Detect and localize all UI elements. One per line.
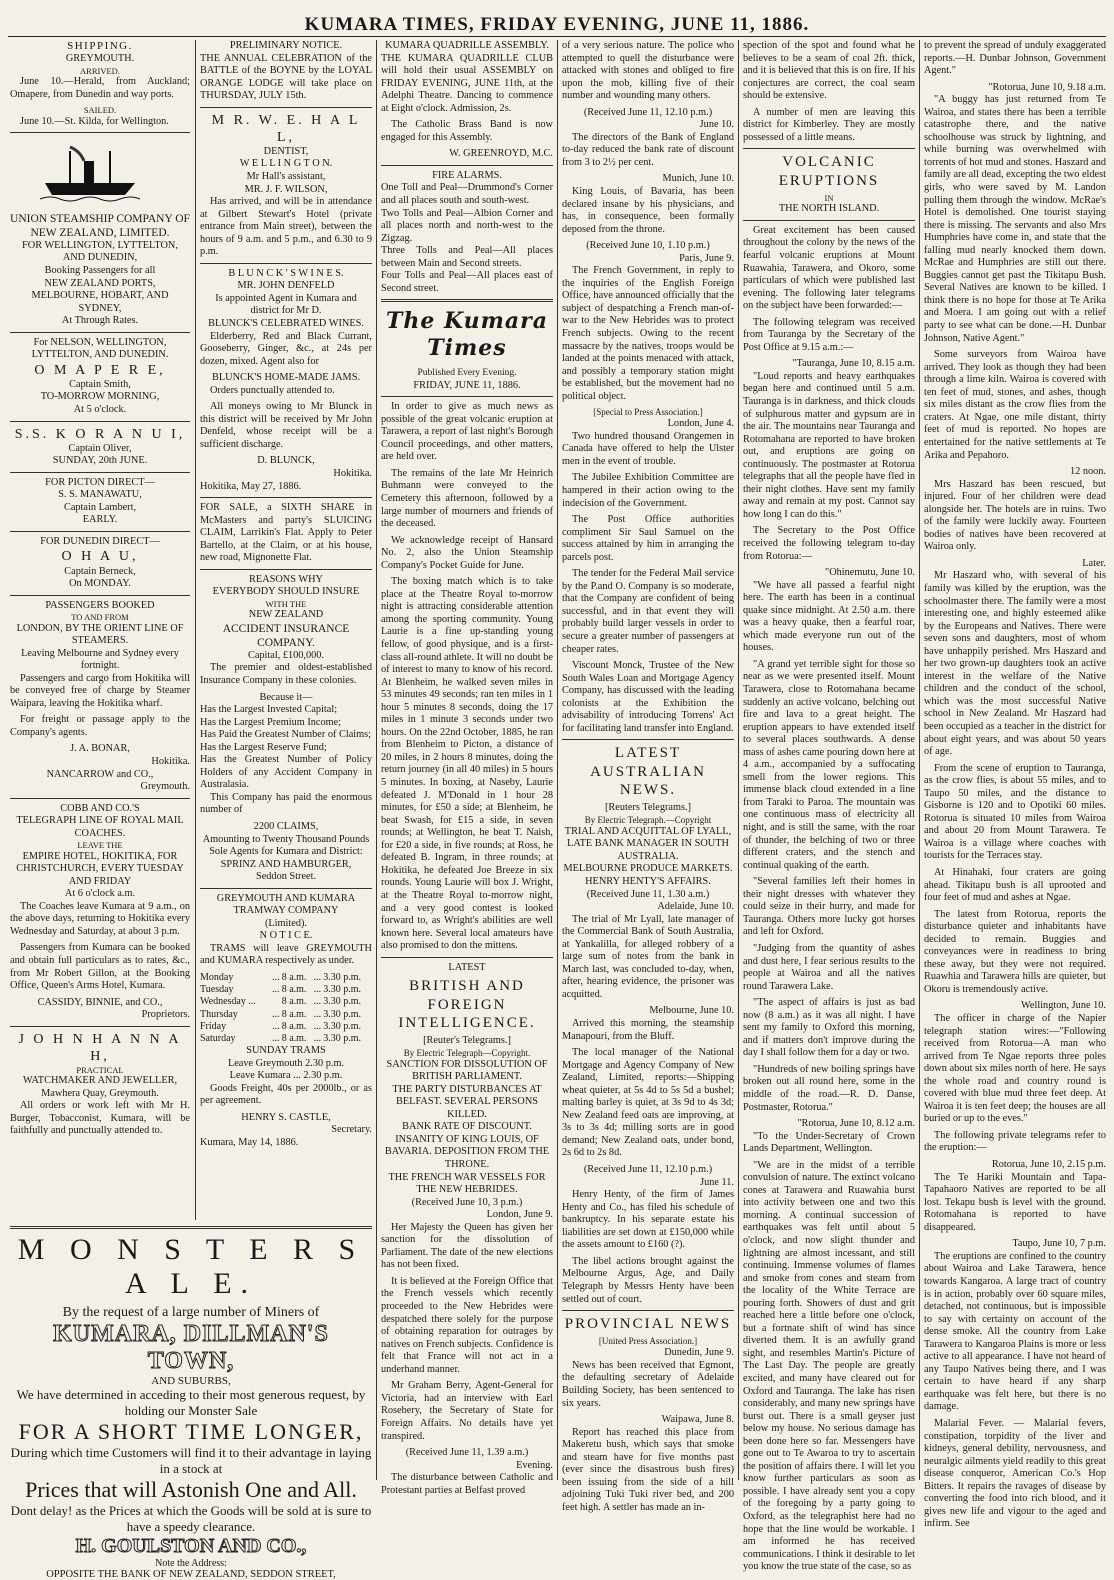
sprinz-hamburger: SPRINZ AND HAMBURGER, (220, 858, 352, 870)
c6-text-5: Mr Haszard who, with several of his family was killed by the eruption, was the schoolmaster there. The family were a most interesting one, and highly esteemed alike by the Europeans and Natives. There were seven sons and daughters, most of whom have unhappily perished. Mrs Haszard and her two grown-up daughters took an active interest in the welfare of the Native children and the conduct of the school, which was the most successful Native school in New Zealand. Mr Haszard had been occupied as a teacher in the district for about eight years, and was about 50 years of age. (924, 570, 1106, 758)
c6-text-1: to prevent the spread of unduly exaggerated reports.—H. Dunbar Johnson, Government Agent." (924, 40, 1106, 77)
fire-alarm-2: Two Tolls and Peal—Albion Corner and all places north and north-west to the Zigzag. (381, 207, 553, 244)
timetable-cell (272, 996, 282, 1008)
c5-text-1: spection of the spot and found what he believes to be a seam of coal 2ft. thick, and it is believed that this is on fire. If his conjectures are correct, the coal seam should be extensive. (743, 40, 915, 102)
c6-text-12: The eruptions are confined to the country about Wairoa and Lake Tarawera, hence towards Kangaroa. A large tract of country is in action, probably over 60 square miles, detached, not continuous, but is impossible to say with certainty on account of the dense smoke. All the country from Lake Tarawera to Kangaroa Plains is more or less active to all appearance. I have not heard of any Taupo Natives being there, and I was certain to have heard if any sharp earthquake was felt here, but there is no damage. (924, 1250, 1106, 1413)
c6-text-11: The Te Hariki Mountain and Tapa-Tapahaoro Natives are reported to be all lost. Tekapu bush is level with the ground. Rotomahana is reported to have disappeared. (924, 1171, 1106, 1233)
passengers-booked: PASSENGERS BOOKED (45, 599, 155, 611)
timetable-cell: 3.30 p.m. (323, 996, 362, 1008)
captain-smith: Captain Smith, (69, 378, 131, 390)
leave-the: LEAVE THE (77, 840, 123, 851)
london-orient-line: LONDON, BY THE ORIENT LINE OF STEAMERS. (16, 622, 184, 647)
orders-text: All orders or work left with Mr H. Burger, Tobacconist, Kumara, will be faithfully and punctually attended to. (10, 1100, 190, 1137)
timetable-cell: 8 a.m. (281, 1032, 307, 1044)
captain-berneck: Captain Berneck, (64, 565, 136, 577)
watchmaker: WATCHMAKER AND JEWELLER, (22, 1075, 178, 1087)
column-rule (919, 40, 920, 1480)
timetable-cell: 8 a.m. (281, 1008, 307, 1020)
claims-count: 2200 CLAIMS, (253, 820, 319, 832)
c6-text-6: From the scene of eruption to Tauranga, as the crow flies, is about 55 miles, and to Taupo 50 miles, and the distance to Gisborne is 120 and to Opotiki 60 miles. Rotorua is situated 10 miles from Wairoa and about 20 from Mount Tarawera. Te Wairoa is a village where coaches with tourists for the Terraces stay. (924, 762, 1106, 862)
timetable-cell: ... (313, 1020, 322, 1032)
shipping-heading: SHIPPING. (67, 40, 133, 52)
monster-request: By the request of a large number of Miners of (62, 1305, 320, 1320)
captain-oliver: Captain Oliver, (68, 442, 132, 454)
freight-text: For freight or passage apply to the Company's agents. (10, 714, 190, 738)
divider (10, 132, 190, 133)
divider (200, 107, 372, 108)
sunday-greymouth: Leave Greymouth 2.30 p.m. (227, 1057, 345, 1069)
c6-text-2: "A buggy has just returned from Te Wairoa, and states there has been a terrible catastrophe there, and the native schoolhouse was struck by lightning, and while burning was overwhelmed with torrents of hot mud and stones. Haszard and family are all dead, excepting the two eldest girls, who were saved by M. Landon pulling them through the window. McRae's Hotel is demolished. One tourist staying there is missing. The servants and also Mrs Humphries have come in, and state that the falling mud nearly knocked them down. McRae and Humphries are still out there. Buggies cannot get past the Tikitapu Bush. Several Natives are known to be killed. I think there is no hope for those at Te Arika and Moera. I am going out with a relief party to see what can be done.—H. Dunbar Johnson, Native Agent." (924, 94, 1106, 344)
kumara-date: Kumara, May 14, 1886. (200, 1136, 299, 1148)
monster-note: Note the Address: (155, 1558, 227, 1569)
dateline-rotorua: "Rotorua, June 10, 9.18 a.m. (988, 81, 1106, 93)
timetable-cell: 8 a.m. (281, 1020, 307, 1032)
timetable-cell: ... (272, 984, 280, 996)
timetable-row (200, 972, 372, 984)
c5-text-12: "Hundreds of new boiling springs have broken out all round here, some in the middle of the road.—R. D. Danse, Postmaster, Rotorua." (743, 1063, 915, 1113)
agent-bonar: J. A. BONAR, (70, 743, 130, 755)
c4-text-6: The Jubilee Exhibition Committee are hampered in their action owing to the indecision of the Government. (562, 472, 734, 509)
fire-alarms-heading: FIRE ALARMS. (432, 169, 502, 181)
seddon-street: Seddon Street. (255, 871, 317, 883)
timetable-cell: ... (272, 1020, 280, 1032)
because-it: Because it— (259, 691, 313, 703)
c4-text-7: The Post Office authorities compliment Sir Saul Samuel on the success attained by him in arranging the parcels post. (562, 514, 734, 563)
copyright-label: By Electric Telegraph.—Copyright (584, 814, 712, 825)
dateline-dunedin: Dunedin, June 9. (664, 1347, 734, 1359)
dentist-label: DENTIST, (263, 145, 309, 157)
timetable-cell: 8 a.m. (281, 972, 307, 983)
reason-4: Has the Largest Reserve Fund; (200, 741, 327, 753)
dateline-june10: June 10. (699, 119, 734, 131)
notice-heading: N O T I C E. (259, 930, 313, 942)
timetable-row (200, 996, 372, 1008)
masthead-rule (8, 36, 1106, 37)
ohau-ship: O H A U, (61, 549, 139, 565)
divider (10, 531, 190, 532)
leaving-melbourne: Leaving Melbourne and Sydney every fortnight. (21, 647, 179, 672)
dunedin-direct: FOR DUNEDIN DIRECT— (40, 535, 160, 547)
timetable-cell: ... (272, 1032, 280, 1044)
union-steamship-heading: UNION STEAMSHIP COMPANY OF NEW ZEALAND, LIMITED. (10, 212, 190, 239)
timetable-cell: 3.30 p.m. (323, 1008, 362, 1020)
headline-lyall: TRIAL AND ACQUITTAL OF LYALL, LATE BANK MANAGER IN SOUTH AUSTRALIA. (564, 825, 732, 862)
booked-text: Passengers from Kumara can be booked and obtain full particulars as to rates, &c., from Mr Robert Gillon, at the Booking Office, Queen's Arms Hotel, Kumara. (10, 942, 190, 992)
dateline-adelaide: Adelaide, June 10. (657, 901, 734, 913)
dateline-tauranga: "Tauranga, June 10, 8.15 a.m. (792, 358, 915, 370)
fire-alarm-4: Four Tolls and Peal—All places east of Second street. (381, 270, 553, 294)
divider (381, 957, 553, 958)
editorial-4: The boxing match which is to take place at the Theatre Royal to-morrow night is attracting considerable attention among the sporting community. Young Laurie is a fine up-standing young fellow, of good physique, and is a first-class all-round athlete. It will no doubt be of interest to many to know of his record. At Blenheim, he walked seven miles in 53 minutes 49 seconds; ran ten miles in 1 hour 5 minutes 8 seconds, doing the 17 miles in 1 minute 3 seconds under two hours. On the 22nd October, 1885, he ran from Blenheim to Picton, a distance of 20 miles, in 2 hours 8 minutes, doing the return journey (in all 40 miles) in 5 hours 5 minutes. In boxing, at Naseby, Laurie defeated J. M'Donald in 1 hour 28 minutes, for £50 a side; at Blenheim, he beat Swash, for £15 a side, in seven rounds; at Wellington, he beat T. Naish, for £20 a side, in five rounds; at Ross, he defeated B. Ingram, in three rounds; at Hokitika, he defeated Joe Breeze in six rounds. Young Laurie will box J. Wright, at the Theatre Royal to-morrow night, and a very good contest is looked forward to, as Wright's abilities are well known here. Several local amateurs have also promised to don the mittens. (381, 576, 553, 952)
limited-label: (Limited). (264, 917, 308, 929)
empire-hotel: EMPIRE HOTEL, HOKITIKA, FOR CHRISTCHURCH, EVERY TUESDAY AND FRIDAY (16, 850, 184, 887)
timetable-cell: Tuesday (200, 984, 234, 996)
cassidy-binnie: CASSIDY, BINNIE, and CO., (37, 996, 163, 1008)
c4-text-5: Two hundred thousand Orangemen in Canada have offered to help the Ulster men in the event of trouble. (562, 430, 734, 467)
news-1: Her Majesty the Queen has given her sanction for the dissolution of Parliament. The date of the new elections has not been fixed. (381, 1221, 553, 1271)
north-island: THE NORTH ISLAND. (778, 203, 880, 215)
sunday-kumara: Leave Kumara ... 2.30 p.m. (229, 1070, 343, 1082)
for-sale-text: FOR SALE, a SIXTH SHARE in McMasters and party's SLUICING CLAIM, Larrikin's Flat. Apply to Peter Bartello, at the Claim, or at his house, new road, Mignonette Flat. (200, 502, 372, 564)
c6-text-9: The officer in charge of the Napier telegraph station wires:—"Following received from Rotorua—A man who arrived from Te Ngae reports three poles down about six miles north of here. He says the whole road and country round is covered with blue mud three feet deep. At Wairoa it is ten feet deep; the houses are all buried or up to the eves." (924, 1013, 1106, 1125)
c4-text-15: News has been received that Egmont, the defaulting secretary of Adelaide Building Society, has been sentenced to six years. (562, 1359, 734, 1409)
timetable-cell: 3.30 p.m. (323, 972, 362, 983)
dateline-rotorua-2: Rotorua, June 10, 2.15 p.m. (991, 1159, 1106, 1171)
practical-label: PRACTICAL (76, 1064, 124, 1075)
headline-dissolution: SANCTION FOR DISSOLUTION OF BRITISH PARLIAMENT. (386, 1058, 548, 1083)
headline-henty: HENRY HENTY'S AFFAIRS. (585, 876, 711, 887)
copyright-label: By Electric Telegraph—Copyright. (403, 1047, 531, 1058)
d-blunck: D. BLUNCK, (257, 455, 315, 467)
henry-castle: HENRY S. CASTLE, (241, 1111, 331, 1123)
paid-text: This Company has paid the enormous number of (200, 791, 372, 816)
amounting-text: Amounting to Twenty Thousand Pounds (202, 833, 370, 845)
monster-sale-ad (10, 1222, 372, 1580)
c6-text-4: Mrs Haszard has been rescued, but injured. Four of her children were dead alongside her. The hotels are in ruins. Two of the family were luckily away. Fourteen bodies of natives have been recovered at Wairoa only. (924, 478, 1106, 553)
to-and-from: TO AND FROM (71, 612, 129, 623)
timetable-cell: Monday (200, 972, 234, 983)
moneys-text: All moneys owing to Mr Blunck in this district will be received by Mr John Denfeld, whose receipt will be a sufficient discharge. (200, 401, 372, 450)
timetable-cell: ... (272, 972, 280, 983)
for-nelson: For NELSON, WELLINGTON, LYTTELTON, AND DUNEDIN. (31, 336, 169, 361)
c5-text-7: "We have all passed a fearful night here. The earth has been in a continual quake since midnight. At 2.50 a.m. there was a heavy quake, then a fearful roar, which made everyone run out of the houses. (743, 579, 915, 654)
band-text: The Catholic Brass Band is now engaged for this Assembly. (381, 119, 553, 143)
page-masthead: KUMARA TIMES, FRIDAY EVENING, JUNE 11, 1886. (304, 14, 810, 35)
monster-dont-delay: Dont delay! as the Prices at which the Goods will be sold at is sure to have a speedy clearance. (10, 1503, 372, 1534)
monster-suburbs: AND SUBURBS, (151, 1375, 231, 1387)
reuters-label: [Reuter's Telegrams.] (423, 1035, 511, 1047)
monster-towns: KUMARA, DILLMAN'S TOWN, (53, 1321, 329, 1374)
published-every-evening: Published Every Evening. (417, 368, 517, 379)
celebrated-wines: BLUNCK'S CELEBRATED WINES. (208, 318, 364, 329)
fire-alarm-1: One Toll and Peal—Drummond's Corner and all places south and south-west. (381, 182, 553, 207)
at-six: At 6 o'clock a.m. (64, 888, 136, 900)
trams-text: TRAMS will leave GREYMOUTH and KUMARA respectively as under. (200, 942, 372, 967)
headline-belfast: THE PARTY DISTURBANCES AT BELFAST. SEVERAL PERSONS KILLED. (392, 1083, 542, 1120)
at-five: At 5 o'clock. (73, 403, 127, 415)
elderberry-text: Elderberry, Red and Black Currant, Gooseberry, Ginger, &c., at 24s per dozen, mixed. Agent also for (200, 330, 372, 367)
divider (200, 263, 372, 264)
c4-text-8: The tender for the Federal Mail service by the P.and O. Company is so moderate, that the Company are confident of being successful, and in that event they will probably build larger vessels in order to secure a greater number of passengers at cheaper rates. (562, 568, 734, 655)
special-press: [Special to Press Association.] (593, 407, 703, 418)
reason-3: Has Paid the Greatest Number of Claims; (200, 729, 372, 741)
cargo-text: Passengers and cargo from Hokitika will be conveyed free of charge by Steamer Waipara, leaving the Hokitika wharf. (10, 672, 190, 709)
arrived-label: ARRIVED. (80, 65, 120, 76)
new-zealand: NEW ZEALAND (248, 609, 324, 621)
dateline-taupo: Taupo, June 10, 7 p.m. (1012, 1238, 1106, 1250)
newspaper-nameplate: The Kumara Times (385, 308, 549, 362)
divider (562, 739, 734, 740)
editorial-1: In order to give as much news as possible of the great volcanic eruption at Tarawera, a report of last night's Borough Council proceedings, and other matters, are held over. (381, 401, 553, 463)
divider (743, 148, 915, 149)
c4-text-11: Arrived this morning, the steamship Manapouri, from the Bluff. (562, 1018, 734, 1042)
united-press: [United Press Association.] (598, 1336, 698, 1347)
dateline-munich: Munich, June 10. (662, 173, 734, 185)
agent-nancarrow: NANCARROW and CO., (46, 768, 154, 780)
everybody-insure: EVERYBODY SHOULD INSURE (212, 586, 360, 598)
bluncks-wines: B L U N C K ' S W I N E S. (228, 267, 344, 279)
sailed-label: SAILED. (83, 105, 117, 116)
assistant-label: Mr Hall's assistant, (246, 170, 326, 182)
for-wellington: FOR WELLINGTON, LYTTELTON, AND DUNEDIN, (22, 239, 178, 264)
c4-text-12: The local manager of the National Mortgage and Agency Company of New Zealand, Limited, reports:—Shipping wheat quieter, at 5s 4d to 5s 5d a bushel; malting barley is quiet, at 3s 9d to 4s 3d; New Zealand feed oats are improving, at 3s to 3s 4d; milling sorts are in good demand; New Zealand oats, under bond, 2s 6d to 2s 8d. (562, 1047, 734, 1159)
provincial-news-heading: PROVINCIAL NEWS (564, 1316, 732, 1333)
received-1: (Received June 11, 12.10 p.m.) (583, 106, 713, 118)
headline-melbourne: MELBOURNE PRODUCE MARKETS. (563, 863, 733, 875)
editorial-2: The remains of the late Mr Heinrich Buhmann were conveyed to the Cemetery this afternoon, followed by a large number of mourners and friends of the deceased. (381, 467, 553, 530)
john-hannah: J O H N H A N N A H, (18, 1031, 182, 1064)
john-denfeld: MR. JOHN DENFELD (237, 280, 335, 292)
dateline-ohinemutu: "Ohinemutu, June 10. (824, 567, 915, 579)
london-dateline: London, June 9. (486, 1209, 553, 1221)
divider (562, 1310, 734, 1311)
divider (10, 1226, 372, 1229)
malarial-fever-ad: Malarial Fever. — Malarial fevers, constipation, torpidity of the liver and kidneys, general debility, nervousness, and neuralgic ailments yield readily to this great disease conqueror, American Co.'s Hop Bitters. It repairs the ravages of disease by converting the food into rich blood, and it gives new life and vigour to the aged and infirm. See (924, 1417, 1106, 1530)
issue-date: FRIDAY, JUNE 11, 1886. (413, 379, 521, 391)
column-rule (557, 40, 558, 1480)
reuters-label: [Reuters Telegrams.] (604, 802, 691, 814)
manawatu-ship: S. S. MANAWATU, (58, 489, 142, 501)
timetable-cell: ... (313, 1008, 322, 1020)
dateline-waipawa: Waipawa, June 8. (661, 1414, 734, 1426)
c4-text-16: Report has reached this place from Makeretu bush, which says that smoke and steam have for five months past (ever since the disastrous bush fires) been issuing from the side of a hill adjoining Tuki Tuki river bed, and 200 feet high. A settler has made an in- (562, 1426, 734, 1513)
received-2: (Received June 10, 1.10 p.m.) (586, 240, 710, 252)
koranui-ship: S.S. K O R A N U I, (14, 426, 186, 442)
timetable-cell: 8 a.m. (281, 996, 307, 1008)
in-label: IN (824, 192, 834, 203)
c5-text-10: "Judging from the quantity of ashes and dust here, I fear serious results to the people at Wairoa and all the natives round Tarawera Lake. (743, 942, 915, 992)
column-4 (562, 40, 734, 1513)
coaches-text: The Coaches leave Kumara at 9 a.m., on the above days, returning to Hokitika every Wednesday and Saturday, at about 3 p.m. (10, 900, 190, 937)
timetable-cell: Wednesday ... (200, 996, 256, 1008)
monster-short-time: FOR A SHORT TIME LONGER, (18, 1419, 364, 1444)
timetable-row (200, 1021, 372, 1033)
reason-2: Has the Largest Premium Income; (200, 716, 342, 728)
c4-text-3: King Louis, of Bavaria, has been declared insane by his physicians, and has, in consequence, been formally deposed from the throne. (562, 186, 734, 235)
divider (10, 472, 190, 473)
c5-text-11: "The aspect of affairs is just as bad now (8 a.m.) as it was all night. I have sent my family to Oxford this morning, and if matters don't improve during the day I shall follow them for a day or two. (743, 997, 915, 1059)
column-rule (376, 40, 377, 1480)
c5-text-9: "Several families left their homes in their night dresses with whatever they could seize in their hurry, and made for Tauranga. Others more lucky got horses and left for Oxford. (743, 876, 915, 938)
column-1 (10, 40, 190, 1215)
fire-alarm-3: Three Tolls and Peal—All places between Main and Second streets. (381, 245, 553, 269)
dateline-rotorua: "Rotorua, June 10, 8.12 a.m. (797, 1118, 915, 1130)
timetable-cell: Thursday (200, 1008, 238, 1020)
timetable-cell: Friday (200, 1020, 227, 1032)
news-4: The disturbance between Catholic and Protestant parties at Belfast proved (381, 1472, 553, 1496)
news-2: It is believed at the Foreign Office that the French vessels which recently proceeded to the New Hebrides were despatched there solely for the purpose of obtaining reparation for outrages by natives on French subjects. Confidence is felt that France will not act in a underhand manner. (381, 1275, 553, 1375)
monster-sale-title: M O N S T E R S A L E. (17, 1233, 365, 1300)
hokitika-place: Hokitika. (333, 468, 372, 480)
divider (381, 396, 553, 397)
c5-text-4: The following telegram was received from Tauranga by the Secretary of the Post Office at 9.15 a.m.:— (743, 316, 915, 353)
received-4: (Received June 11, 12.10 p.m.) (583, 1164, 713, 1176)
arrived-text: June 10.—Herald, from Auckland; Omapere, from Dunedin and way ports. (10, 76, 190, 100)
goods-freight: Goods Freight, 40s per 2000lb., or as per agreement. (200, 1082, 372, 1107)
c5-text-6: The Secretary to the Post Office received the following telegram to-day from Rotorua:— (743, 525, 915, 562)
greenroyd: W. GREENROYD, M.C. (449, 148, 553, 160)
orders-punctually: Orders punctually attended to. (210, 384, 335, 396)
divider (10, 1026, 190, 1027)
divider (10, 421, 190, 422)
c6-text-8: The latest from Rotorua, reports the disturbance quieter and inhabitants have decided to remain. Buggies and conveyances were in readiness to bring these away, but they were not required. Ruawhia and Tarawera hills are quieter, but Okoru is tremendously active. (924, 908, 1106, 995)
dateline-june11: June 11. (700, 1176, 734, 1188)
annual-celebration: THE ANNUAL CELEBRATION of the BATTLE of the BOYNE by the LOYAL ORANGE LODGE will take place on THURSDAY, JULY 15th. (200, 52, 372, 102)
with-the: WITH THE (265, 598, 307, 609)
mr-wilson: MR. J. F. WILSON, (244, 183, 328, 195)
timetable-row (200, 1009, 372, 1021)
c4-text-10: The trial of Mr Lyall, late manager of the Commercial Bank of South Australia, at Yankalilla, for alleged robbery of a large sum of notes from the bank in March last, was concluded to-day, when, after, hearing evidence, the prisoner was acquitted. (562, 913, 734, 1000)
british-foreign-heading: BRITISH AND FOREIGN INTELLIGENCE. (398, 978, 536, 1031)
divider (381, 299, 553, 302)
timetable-cell: 3.30 p.m. (323, 984, 362, 996)
dateline-melbourne: Melbourne, June 10. (649, 1005, 734, 1017)
tomorrow-morning: TO-MORROW MORNING, (40, 391, 160, 403)
timetable-cell: ... (313, 984, 322, 996)
latest-label: LATEST (448, 961, 486, 973)
c4-text-2: The directors of the Bank of England to-day reduced the bank rate of discount from 3 to 2½ per cent. (562, 131, 734, 168)
monster-prices: Prices that will Astonish One and All. (25, 1477, 357, 1502)
column-3 (381, 40, 553, 1496)
divider (200, 888, 372, 889)
column-rule (738, 40, 739, 1480)
headline-bank-rate: BANK RATE OF DISCOUNT. (402, 1121, 532, 1133)
blunck-date: Hokitika, May 27, 1886. (200, 480, 302, 492)
mawhera-quay: Mawhera Quay, Greymouth. (41, 1087, 159, 1099)
home-made-jams: BLUNCK'S HOME-MADE JAMS. (211, 372, 361, 384)
tram-timetable (200, 972, 372, 1045)
greymouth-heading: GREYMOUTH. (65, 53, 135, 65)
on-monday: On MONDAY. (69, 578, 131, 590)
secretary-label: Secretary. (331, 1124, 372, 1136)
telegraph-line: TELEGRAPH LINE OF ROYAL MAIL COACHES. (16, 815, 184, 839)
headline-king-louis: INSANITY OF KING LOUIS, OF BAVARIA. DEPOSITION FROM THE THRONE. (384, 1133, 550, 1171)
mr-hall: M R. W. E. H A L L, (211, 112, 361, 145)
booking-label: Booking Passengers for all (44, 264, 156, 276)
omapere-ship: O M A P E R E, (34, 362, 166, 378)
divider (10, 332, 190, 333)
early-label: EARLY. (82, 514, 118, 526)
dateline-london: London, June 4. (667, 418, 734, 430)
c4-text-1: of a very serious nature. The police who attempted to quell the disturbance were attacked with stones and obliged to fire upon the mob, killing five of their number and wounding many others. (562, 40, 734, 102)
capital: Capital, £100,000. (247, 649, 325, 661)
steamship-icon (40, 143, 140, 203)
timetable-row (200, 984, 372, 996)
volcanic-eruptions-heading: VOLCANIC ERUPTIONS (778, 154, 880, 189)
divider (381, 165, 553, 166)
cobb-heading: COBB AND CO.'S (60, 802, 140, 814)
received-note: (Received June 10, 3 p.m.) (411, 1196, 523, 1208)
reason-1: Has the Largest Invested Capital; (200, 704, 338, 716)
dateline-wellington: Wellington, June 10. (1021, 1000, 1106, 1012)
column-5 (743, 40, 915, 1573)
c6-text-10: The following private telegrams refer to the eruption:— (924, 1129, 1106, 1154)
monster-goulston: H. GOULSTON AND CO., (75, 1535, 307, 1557)
news-3: Mr Graham Berry, Agent-General for Victoria, had an interview with Earl Rosebery, the Secretary of State for Foreign Affairs. No details have yet transpired. (381, 1380, 553, 1442)
sole-agents: Sole Agents for Kumara and District: (209, 846, 363, 858)
c6-text-7: At Hinahaki, four craters are going ahead. Tikitapu bush is all uprooted and four feet of mud and ashes at Ngae. (924, 867, 1106, 904)
through-rates: At Through Rates. (61, 315, 139, 327)
c4-text-4: The French Government, in reply to the inquiries of the English Foreign Office, have announced officially that the subject of despatching a French man-of-war to the New Hebrides was to protect French subjects. Owing to the recent massacre by the natives, troops would be landed at the points menaced with attack, and possibly a temporary station might be established, but the movement had no political object. (562, 265, 734, 402)
captain-lambert: Captain Lambert, (63, 501, 137, 513)
c6-text-3: Some surveyors from Wairoa have arrived. They look as though they had been through a lime kiln. Wairoa is covered with ten feet of mud, stones, and ashes, though six miles distant as the crow flies from the craters. At Ngae, one mile distant, thirty feet of mud is reported. No hopes are entertained for the native settlements at Te Arika and Pepahoro. (924, 349, 1106, 461)
appointed-text: Is appointed Agent in Kumara and district for Mr D. (215, 292, 357, 317)
picton-direct: FOR PICTON DIRECT— (45, 476, 155, 488)
monster-determined: We have determined in acceding to their most generous request, by holding our Monster Sale (16, 1387, 366, 1418)
c4-text-13: Henry Henty, of the firm of James Henty and Co., has filed his schedule of bankruptcy. In his separate estate his liabilities are set down at £150,000 while the assets amount to £160 (?). (562, 1189, 734, 1251)
column-rule (195, 40, 196, 1220)
timetable-cell: ... (313, 996, 322, 1008)
headline-french-vessels: THE FRENCH WAR VESSELS FOR THE NEW HEBRIDES. (388, 1171, 546, 1196)
c5-text-3: Great excitement has been caused throughout the colony by the news of the fearful volcanic eruptions at Mount Ruawahia, Tarawera, and Okoro, some particulars of which were published last evening. The following later telegrams on the subject have been forwarded:— (743, 224, 915, 312)
dateline-paris: Paris, June 9. (679, 252, 734, 264)
timetable-cell: ... (313, 1032, 322, 1044)
c5-text-13: "To the Under-Secretary of Crown Lands Department, Wellington. (743, 1130, 915, 1155)
preliminary-notice: PRELIMINARY NOTICE. (229, 40, 343, 51)
latest-australian-heading: LATEST AUSTRALIAN NEWS. (590, 745, 706, 798)
timetable-cell: Saturday (200, 1032, 236, 1044)
divider (200, 569, 372, 570)
divider (743, 220, 915, 221)
sunday-trams: SUNDAY TRAMS (246, 1045, 326, 1057)
column-2 (200, 40, 372, 1215)
dateline-later: Later. (1082, 557, 1106, 569)
c4-text-9: Viscount Monck, Trustee of the New South Wales Loan and Mortgage Agency Company, has discussed with the leading colonists at the Exhibition the advisability of introducing Torrens' Act for facilitating land transfer into England. (562, 660, 734, 734)
divider (10, 595, 190, 596)
tramway-heading: GREYMOUTH AND KUMARA TRAMWAY COMPANY (216, 892, 356, 917)
sailed-text: June 10.—St. Kilda, for Wellington. (20, 115, 169, 127)
c5-text-14: "We are in the midst of a terrible convulsion of nature. The extinct volcano cones at Tarawera and Ruawahia burst into activity between one and two this morning. A continual succession of earthquakes was felt until about 5 o'clock, and now slight thunder and lightning are almost incessant, and still continuing. Immense volumes of flames and smoke from cones and steam from the locality of the White Terrace are pouring forth. Showers of dust and grit reached here a little before one o'clock, but a fortnate shift of wind has since diverted them. It is an awfully grand sight, and resembles Martin's Picture of The Last Day. The people are greatly excited, and many have cleared out for Oxford and Tauranga. The lake has risen considerably, and many new springs have burst out. There is a small geyser just below my house. No serious damage has been done here so far. Messengers have gone out to Te Awaroa to try to ascertain the position of affairs there. I will let you know further particulars as soon as possible. I have already sent you a copy of the foregoing by a party going to Oxford, as the telegraphist here had no hope that the line would be workable. I am informed he has received communications. I think it desirable to let you know the true state of the case, so as (743, 1159, 915, 1573)
arrived-text: Has arrived, and will be in attendance at Gilbert Stewart's Hotel (private entrance from Main street), between the hours of 9 a.m. and 5 p.m., and 6.30 to 9 p.m. (200, 196, 372, 258)
monster-during: During which time Customers will find it to their advantage in laying in a stock at (10, 1445, 372, 1476)
received-note-2: (Received June 11, 1.39 a.m.) (405, 1447, 529, 1459)
nz-ports: NEW ZEALAND PORTS, MELBOURNE, HOBART, AND SYDNEY, (31, 277, 169, 314)
reason-5: Has the Greatest Number of Policy Holders of any Accident Company in Australasia. (200, 754, 372, 791)
c4-text-14: The libel actions brought against the Melbourne Argus, Age, and Daily Telegraph by Messrs Henty have been settled out of court. (562, 1255, 734, 1305)
timetable-cell: 3.30 p.m. (323, 1020, 362, 1032)
premier-text: The premier and oldest-established Insurance Company in these colonies. (200, 662, 372, 686)
column-6 (924, 40, 1106, 1530)
quadrille-text: THE KUMARA QUADRILLE CLUB will hold their usual ASSEMBLY on FRIDAY EVENING, JUNE 11th, at the Adelphi Theatre. Dancing to commence at Eight o'clock. Admission, 2s. (381, 52, 553, 114)
timetable-cell: 3.30 p.m. (323, 1032, 362, 1044)
divider (200, 497, 372, 498)
accident-insurance: ACCIDENT INSURANCE COMPANY. (222, 622, 350, 649)
sunday-20: SUNDAY, 20th JUNE. (52, 455, 148, 467)
timetable-cell: 8 a.m. (281, 984, 307, 996)
c5-text-2: A number of men are leaving this district for Kimberley. They are mostly possessed of a little means. (743, 106, 915, 143)
hokitika-place: Hokitika. (151, 755, 190, 767)
c5-text-5: "Loud reports and heavy earthquakes began here and continued until 5 a.m. Tauranga is in darkness, and thick clouds of sulphurous matter and gypsum are in the air. The mountains near Tauranga and Rotomahana are reported to have broken out, and eruptions are going on continuously. The postmaster at Rotorua telegraphs that all the people have fled in their night clothes. Have sent my family away and remain at my post. Cannot say how long I can do this." (743, 370, 915, 520)
greymouth-place: Greymouth. (140, 781, 190, 793)
monster-address: OPPOSITE THE BANK OF NEW ZEALAND, SEDDON STREET, (46, 1569, 336, 1580)
timetable-cell: ... (272, 1008, 280, 1020)
proprietors: Proprietors. (141, 1009, 190, 1021)
quadrille-heading: KUMARA QUADRILLE ASSEMBLY. (385, 40, 549, 51)
reasons-why: REASONS WHY (249, 573, 323, 585)
dateline-noon: 12 noon. (1069, 466, 1106, 478)
editorial-3: We acknowledge receipt of Hansard No. 2, also the Union Steamship Company's Pocket Guide for June. (381, 534, 553, 571)
timetable-cell: ... (313, 972, 322, 983)
divider (10, 798, 190, 799)
timetable-row (200, 1033, 372, 1045)
wellington-label: W E L L I N G T O N. (239, 158, 333, 170)
c5-text-8: "A grand yet terrible sight for those so near as we were presented itself. Mount Tarawera, close to Rotomahana became suddenly an active volcano, belching out fire and lava to a great height. The eruption appears to have extended itself to several places southwards. A dense mass of ashes came pouring down here at 4 a.m., accompanied by a suffocating smell from the lower regions. This immense black cloud extended in a line from Taraki to Paroa. The mountain was one continuous mass of electricity all night, and is still the same, with the roar of thunder, the belching of two or three different craters, and the stench and continual quaking of the earth. (743, 658, 915, 871)
evening-dateline: Evening. (516, 1459, 553, 1471)
received-3: (Received June 11, 1.30 a.m.) (586, 888, 710, 900)
